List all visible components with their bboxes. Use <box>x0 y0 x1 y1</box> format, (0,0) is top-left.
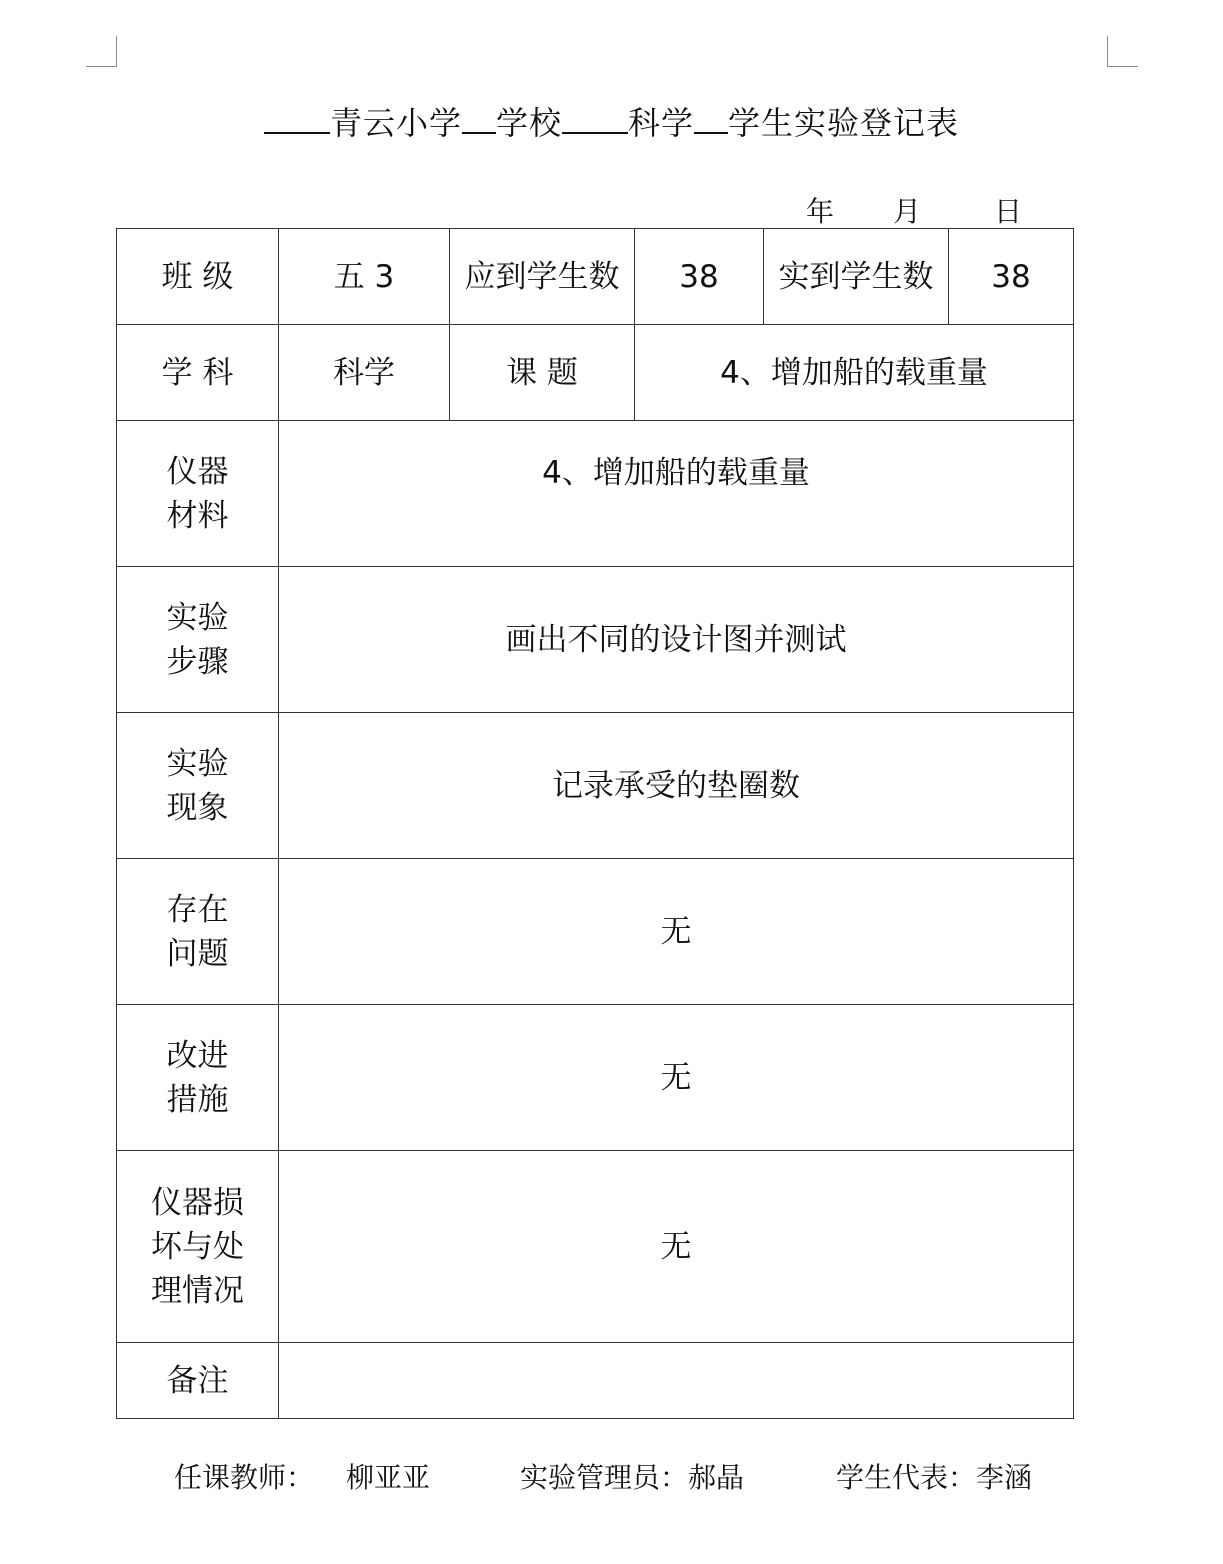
student-label: 学生代表： <box>836 1461 977 1494</box>
notes-value <box>279 1343 1074 1419</box>
expected-students-label: 应到学生数 <box>450 229 635 325</box>
table-row <box>117 713 1074 859</box>
subject-label: 学 科 <box>117 325 279 421</box>
school-suffix: 学校 <box>495 104 562 142</box>
label-line: 现象 <box>166 789 229 826</box>
damage-value: 无 <box>279 1151 1074 1343</box>
table-row <box>117 859 1074 1005</box>
phenomena-label <box>117 713 279 859</box>
class-label: 班 级 <box>117 229 279 325</box>
teacher-label: 任课教师： <box>174 1461 315 1494</box>
class-value: 五 3 <box>279 229 450 325</box>
label-line: 存在 <box>166 891 229 928</box>
date-year: 年 <box>806 195 835 228</box>
teacher-signature <box>174 1456 430 1496</box>
expected-students-value: 38 <box>635 229 764 325</box>
teacher-name: 柳亚亚 <box>346 1461 431 1494</box>
actual-students-label: 实到学生数 <box>764 229 949 325</box>
topic-label: 课 题 <box>450 325 635 421</box>
admin-name: 郝晶 <box>688 1461 745 1494</box>
blank-line <box>694 104 728 134</box>
date-month: 月 <box>893 195 922 228</box>
blank-line <box>462 104 496 134</box>
admin-label: 实验管理员： <box>520 1461 689 1494</box>
table-row <box>117 325 1074 421</box>
equipment-label <box>117 421 279 567</box>
label-line: 步骤 <box>166 643 229 680</box>
actual-students-value: 38 <box>949 229 1074 325</box>
improvements-value: 无 <box>279 1005 1074 1151</box>
table-row <box>117 229 1074 325</box>
label-line: 问题 <box>166 935 229 972</box>
damage-label <box>117 1151 279 1343</box>
improvements-label <box>117 1005 279 1151</box>
student-signature <box>836 1456 1032 1496</box>
label-line: 仪器 <box>166 453 229 490</box>
subject-value: 科学 <box>279 325 450 421</box>
table-row <box>117 1343 1074 1419</box>
blank-line <box>264 104 330 134</box>
table-row <box>117 421 1074 567</box>
label-line: 理情况 <box>151 1272 244 1309</box>
steps-label <box>117 567 279 713</box>
topic-value: 4、增加船的载重量 <box>635 325 1074 421</box>
problems-label <box>117 859 279 1005</box>
notes-label: 备注 <box>117 1343 279 1419</box>
label-line: 材料 <box>166 497 229 534</box>
label-line: 措施 <box>166 1081 229 1118</box>
document-title <box>0 98 1223 144</box>
label-line: 改进 <box>166 1037 229 1074</box>
problems-value: 无 <box>279 859 1074 1005</box>
label-line: 仪器损 <box>151 1184 244 1221</box>
experiment-register-table <box>116 228 1074 1419</box>
blank-line <box>562 104 628 134</box>
phenomena-value: 记录承受的垫圈数 <box>279 713 1074 859</box>
school-name: 青云小学 <box>329 104 462 142</box>
date-day: 日 <box>994 195 1023 228</box>
admin-signature <box>520 1456 744 1496</box>
label-line: 坏与处 <box>151 1228 244 1265</box>
student-name: 李涵 <box>976 1461 1033 1494</box>
table-row <box>117 1151 1074 1343</box>
table-row <box>117 1005 1074 1151</box>
subject-name: 科学 <box>628 104 695 142</box>
table-row <box>117 567 1074 713</box>
label-line: 实验 <box>166 745 229 782</box>
page-corner-mark <box>86 36 117 67</box>
label-line: 实验 <box>166 599 229 636</box>
equipment-value: 4、增加船的载重量 <box>279 421 1074 567</box>
page-corner-mark <box>1107 36 1138 67</box>
steps-value: 画出不同的设计图并测试 <box>279 567 1074 713</box>
title-suffix: 学生实验登记表 <box>728 104 960 142</box>
